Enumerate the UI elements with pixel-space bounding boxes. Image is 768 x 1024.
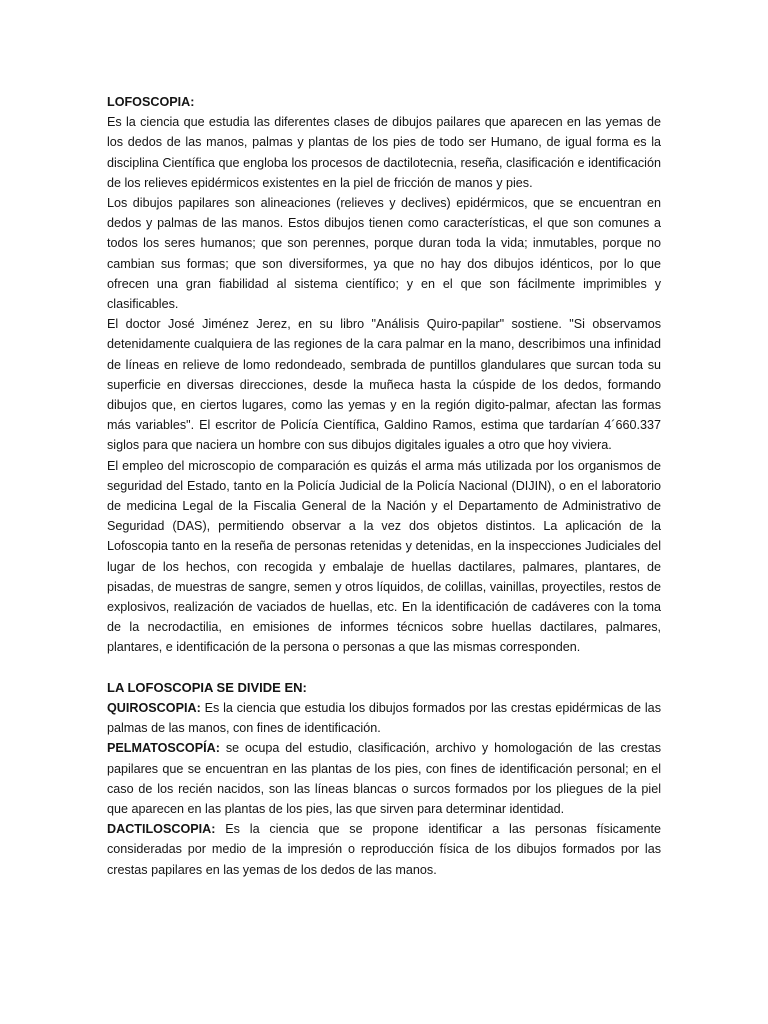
definition-pelmatoscopia — [107, 738, 661, 819]
definition-term: QUIROSCOPIA: — [107, 700, 201, 715]
definition-text: Es la ciencia que estudia los dibujos formados por las crestas epidérmicas de las palmas de las manos, con fines de identificación. — [107, 700, 661, 736]
document-page — [107, 92, 661, 880]
paragraph-definition: Es la ciencia que estudia las diferentes clases de dibujos pailares que aparecen en las yemas de los dedos de las manos, palmas y plantas de los pies de todo ser Humano, de igual forma es la disciplina Científica que engloba los procesos de dactilotecnia, reseña, clasificación e identificación de los relieves epidérmicos existentes en la piel de fricción de manos y pies. — [107, 115, 661, 190]
definition-dactiloscopia — [107, 819, 661, 880]
definition-quiroscopia — [107, 698, 661, 738]
paragraph-papillary-drawings: Los dibujos papilares son alineaciones (relieves y declives) epidérmicos, que se encuentran en dedos y palmas de las manos. Estos dibujos tienen como características, el que son comunes a todos los seres humanos; que son perennes, porque duran toda la vida; inmutables, porque no cambian sus formas; que son diversiformes, ya que no hay dos dibujos idénticos, por lo que ofrecen una gran fiabilidad al sistema científico; y en el que son fácilmente imprimibles y clasificables. — [107, 196, 661, 312]
definition-term: DACTILOSCOPIA: — [107, 822, 216, 837]
section-spacer — [107, 658, 661, 678]
paragraph-jimenez-quote: El doctor José Jiménez Jerez, en su libro "Análisis Quiro-papilar" sostiene. "Si observamos detenidamente cualquiera de las regiones de la cara palmar en la mano, describimos una infinidad de líneas en relieve de lomo redondeado, sembrada de puntillos glandulares que surcan toda su superficie en diversas direcciones, desde la muñeca hasta la cúspide de los dedos, formando dibujos que, en ciertos lugares, como las yemas y en la región digito-palmar, afectan las formas más variables". El escritor de Policía Científica, Galdino Ramos, estima que tardarían 4´660.337 siglos para que naciera un hombre con sus dibujos digitales iguales a otro que hoy viviera. — [107, 317, 661, 453]
definition-text: se ocupa del estudio, clasificación, archivo y homologación de las crestas papilares que se encuentran en las plantas de los pies, con fines de identificación personal; en el caso de los recién nacidos, son las líneas blancas o surcos formados por los pliegues de la piel que aparecen en las plantas de los pies, las que sirven para determinar identidad. — [107, 741, 661, 816]
definition-text: Es la ciencia que se propone identificar a las personas físicamente consideradas por medio de la impresión o reproducción física de los dibujos formados por las crestas papilares en las yemas de los dedos de las manos. — [107, 822, 661, 877]
paragraph-microscope: El empleo del microscopio de comparación es quizás el arma más utilizada por los organismos de seguridad del Estado, tanto en la Policía Judicial de la Policía Nacional (DIJIN), o en el laboratorio de medicina Legal de la Fiscalia General de la Nación y el Departamento de Administrativo de Seguridad (DAS), permitiendo observar a la vez dos objetos distintos. La aplicación de la Lofoscopia tanto en la reseña de personas retenidas y detenidas, en la inspecciones Judiciales del lugar de los hechos, con recogida y embalaje de huellas dactilares, palmares, plantares, de pisadas, de muestras de sangre, semen y otros líquidos, de colillas, vainillas, proyectiles, restos de explosivos, realización de vaciados de huellas, etc. En la identificación de cadáveres con la toma de la necrodactilia, en emisiones de informes técnicos sobre huellas dactilares, palmares, plantares, e identificación de la persona o personas a que las mismas corresponden. — [107, 458, 661, 655]
definition-term: PELMATOSCOPÍA: — [107, 741, 220, 756]
document-title: LOFOSCOPIA: — [107, 95, 195, 109]
section-title: LA LOFOSCOPIA SE DIVIDE EN: — [107, 679, 307, 695]
